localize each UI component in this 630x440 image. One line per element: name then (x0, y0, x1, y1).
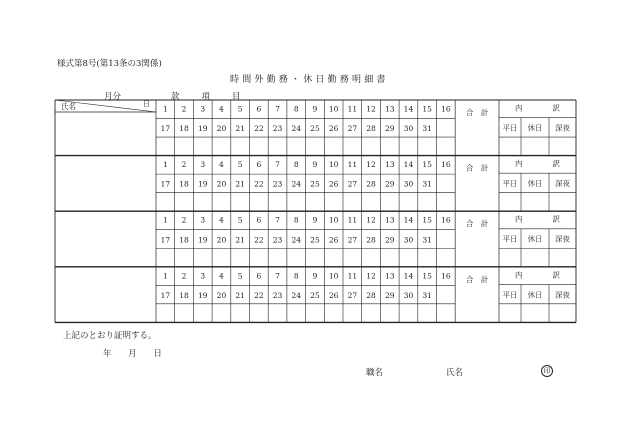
day-number: 11 (347, 104, 358, 114)
day-number: 29 (384, 235, 395, 245)
post-label: 職名 (366, 368, 384, 378)
day-number: 22 (254, 179, 264, 189)
late-night-header: 深夜 (555, 290, 570, 300)
day-number: 13 (384, 160, 395, 170)
day-number: 7 (275, 215, 280, 225)
seal-mark: 印 (541, 365, 553, 377)
day-number: 8 (293, 215, 299, 225)
day-number: 23 (272, 290, 283, 300)
day-number: 26 (328, 179, 339, 189)
day-number: 20 (216, 290, 227, 300)
day-number: 26 (328, 124, 339, 134)
day-number: 25 (310, 179, 320, 189)
day-number: 10 (328, 271, 339, 281)
day-number: 29 (384, 290, 395, 300)
day-number: 16 (441, 215, 451, 225)
day-number: 16 (441, 160, 451, 170)
day-number: 21 (235, 290, 245, 300)
day-number: 7 (275, 160, 280, 170)
day-number: 22 (254, 290, 264, 300)
day-number: 17 (160, 179, 171, 189)
certification-text: 上記のとおり証明する。 (63, 331, 157, 341)
day-number: 8 (293, 160, 299, 170)
day-number: 28 (366, 290, 376, 300)
day-number: 13 (384, 271, 395, 281)
day-number: 17 (160, 235, 171, 245)
day-number: 18 (179, 124, 189, 134)
day-number: 27 (347, 290, 358, 300)
name-header: 氏名 (61, 102, 76, 111)
day-number: 10 (328, 104, 339, 114)
day-number: 9 (312, 271, 318, 281)
day-number: 31 (422, 235, 432, 245)
day-number: 7 (275, 271, 280, 281)
day-number: 9 (312, 160, 318, 170)
day-number: 4 (219, 104, 224, 114)
day-number: 8 (293, 104, 299, 114)
day-number: 23 (272, 124, 283, 134)
day-number: 31 (422, 290, 432, 300)
late-night-header: 深夜 (555, 179, 570, 189)
weekday-header: 平日 (502, 234, 518, 244)
day-number: 12 (366, 104, 376, 114)
day-number: 2 (181, 104, 187, 114)
day-number: 23 (272, 179, 283, 189)
day-number: 4 (219, 271, 224, 281)
total-label: 合 計 (465, 108, 489, 118)
day-number: 2 (181, 215, 187, 225)
total-label: 合 計 (465, 274, 489, 284)
day-number: 6 (256, 271, 262, 281)
day-number: 6 (256, 160, 262, 170)
day-number: 21 (235, 124, 245, 134)
day-number: 2 (181, 271, 187, 281)
late-night-header: 深夜 (555, 234, 570, 244)
day-number: 5 (237, 215, 243, 225)
day-number: 16 (441, 271, 451, 281)
holiday-header: 休日 (527, 234, 543, 244)
day-number: 9 (312, 215, 318, 225)
day-number: 16 (441, 104, 451, 114)
day-number: 18 (179, 179, 189, 189)
day-number: 1 (162, 215, 168, 225)
day-number: 12 (366, 160, 376, 170)
day-header: 日 (143, 100, 150, 108)
day-number: 22 (254, 235, 264, 245)
late-night-header: 深夜 (555, 123, 570, 133)
day-number: 10 (328, 160, 339, 170)
day-number: 25 (310, 235, 320, 245)
day-number: 4 (219, 160, 224, 170)
day-number: 11 (347, 271, 358, 281)
day-number: 27 (347, 235, 358, 245)
signer-name-label: 氏名 (446, 368, 464, 378)
day-number: 1 (162, 104, 168, 114)
day-number: 17 (160, 124, 171, 134)
total-label: 合 計 (465, 163, 489, 173)
day-number: 26 (328, 290, 339, 300)
day-number: 9 (312, 104, 318, 114)
day-number: 1 (162, 271, 168, 281)
day-number: 17 (160, 290, 171, 300)
day-number: 6 (256, 104, 262, 114)
day-number: 19 (197, 235, 208, 245)
day-number: 15 (422, 104, 432, 114)
day-number: 27 (347, 124, 358, 134)
day-number: 30 (403, 235, 414, 245)
day-number: 4 (219, 215, 224, 225)
form-number: 様式第8号(第13条の3関係) (57, 59, 162, 69)
day-number: 30 (403, 179, 414, 189)
day-number: 31 (422, 124, 432, 134)
day-number: 15 (422, 215, 432, 225)
day-number: 14 (403, 104, 414, 114)
breakdown-label: 内 訳 (515, 159, 560, 169)
day-number: 5 (237, 271, 243, 281)
day-number: 25 (310, 290, 320, 300)
day-number: 28 (366, 179, 376, 189)
day-number: 21 (235, 179, 245, 189)
day-number: 21 (235, 235, 245, 245)
breakdown-label: 内 訳 (515, 214, 560, 224)
day-number: 30 (403, 124, 414, 134)
day-number: 14 (403, 215, 414, 225)
document-title: 時間外勤務・休日勤務明細書 (230, 75, 389, 85)
day-number: 18 (179, 235, 189, 245)
day-number: 22 (254, 124, 264, 134)
day-number: 3 (200, 215, 206, 225)
total-label: 合 計 (465, 219, 489, 229)
day-number: 5 (237, 104, 243, 114)
breakdown-label: 内 訳 (515, 270, 560, 280)
month-label: 月分 (104, 92, 122, 102)
day-number: 13 (384, 104, 395, 114)
weekday-header: 平日 (502, 123, 518, 133)
day-number: 3 (200, 104, 206, 114)
budget-category-label: 款項目 (171, 92, 263, 102)
day-number: 15 (422, 160, 432, 170)
day-number: 11 (347, 160, 358, 170)
day-number: 5 (237, 160, 243, 170)
day-number: 20 (216, 179, 227, 189)
day-number: 25 (310, 124, 320, 134)
holiday-header: 休日 (527, 290, 543, 300)
day-number: 24 (291, 124, 302, 134)
day-number: 27 (347, 179, 358, 189)
day-number: 15 (422, 271, 432, 281)
day-number: 6 (256, 215, 262, 225)
day-number: 29 (384, 179, 395, 189)
day-number: 14 (403, 271, 414, 281)
day-number: 26 (328, 235, 339, 245)
holiday-header: 休日 (527, 179, 543, 189)
day-number: 14 (403, 160, 414, 170)
day-number: 7 (275, 104, 280, 114)
day-number: 24 (291, 235, 302, 245)
weekday-header: 平日 (502, 290, 518, 300)
breakdown-label: 内 訳 (515, 103, 560, 113)
day-number: 2 (181, 160, 187, 170)
day-number: 8 (293, 271, 299, 281)
certification-date: 年 月 日 (103, 349, 162, 359)
day-number: 23 (272, 235, 283, 245)
day-number: 29 (384, 124, 395, 134)
day-number: 19 (197, 179, 208, 189)
day-number: 19 (197, 124, 208, 134)
day-number: 18 (179, 290, 189, 300)
weekday-header: 平日 (502, 179, 518, 189)
day-number: 3 (200, 160, 206, 170)
day-number: 10 (328, 215, 339, 225)
day-number: 12 (366, 271, 376, 281)
day-number: 19 (197, 290, 208, 300)
day-number: 1 (162, 160, 168, 170)
holiday-header: 休日 (527, 123, 543, 133)
day-number: 31 (422, 179, 432, 189)
day-number: 30 (403, 290, 414, 300)
day-number: 20 (216, 235, 227, 245)
day-number: 11 (347, 215, 358, 225)
day-number: 24 (291, 290, 302, 300)
day-number: 13 (384, 215, 395, 225)
day-number: 28 (366, 124, 376, 134)
day-number: 3 (200, 271, 206, 281)
day-number: 24 (291, 179, 302, 189)
day-number: 20 (216, 124, 227, 134)
day-number: 12 (366, 215, 376, 225)
day-number: 28 (366, 235, 376, 245)
